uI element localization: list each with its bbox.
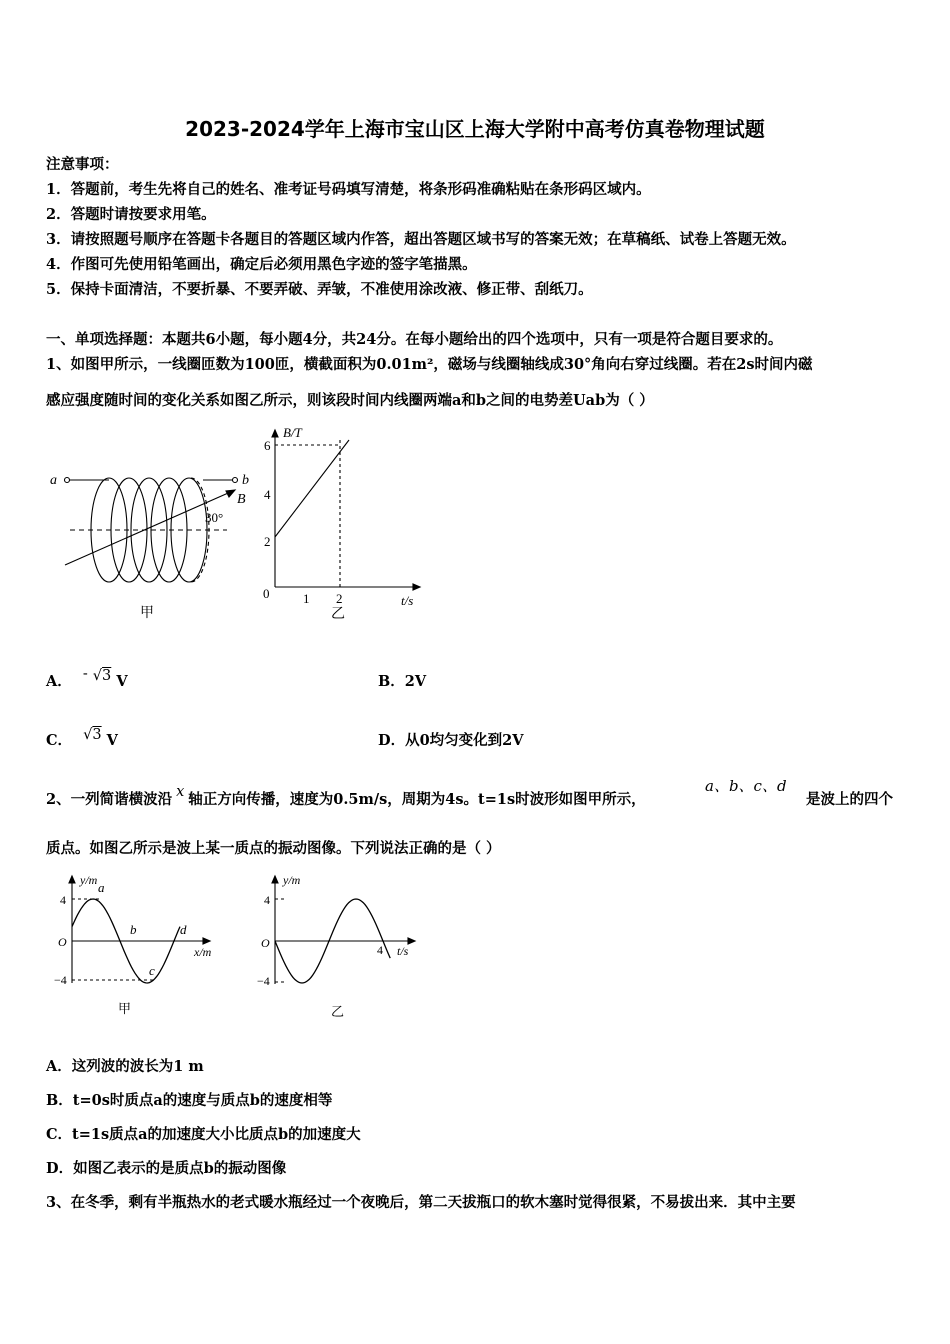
question-1-stem: 1、如图甲所示，一线圈匝数为100匝，横截面积为0.01m²，磁场与线圈轴线成30°角向右穿过线圈。若在2s时间内磁 — [46, 356, 813, 373]
option-unit: V — [116, 673, 128, 690]
radicand: 3 — [92, 727, 102, 743]
y-axis-label: y/m — [283, 873, 301, 887]
question-2-stem — [46, 784, 646, 809]
x-axis-label: t/s — [401, 593, 414, 608]
y-min-label: −4 — [257, 974, 270, 988]
option-d[interactable]: D．从0均匀变化到2V — [378, 732, 524, 749]
x-tick-label: 1 — [303, 591, 310, 606]
figure-label-yi: 乙 — [331, 1004, 345, 1019]
origin-label: O — [58, 935, 67, 949]
notice-item: 4．作图可先使用铅笔画出，确定后必须用黑色字迹的签字笔描黑。 — [46, 256, 477, 273]
radicand: 3 — [102, 668, 112, 684]
x-symbol: x — [176, 784, 185, 800]
figure-label-yi: 乙 — [331, 607, 345, 622]
option-letter: C． — [46, 732, 73, 749]
option-a[interactable]: A．这列波的波长为1 m — [46, 1058, 204, 1075]
question-2-stem: 是波上的四个 — [806, 791, 893, 808]
stem-text: 轴正方向传播，速度为0.5m/s，周期为4s。t=1s时波形如图甲所示， — [188, 791, 646, 808]
x-tick-label: 4 — [377, 943, 383, 957]
x-axis-label: x/m — [194, 945, 212, 959]
notice-item: 2．答题时请按要求用笔。 — [46, 206, 216, 223]
vibration-graph — [255, 868, 430, 1023]
points-symbols: a、b、c、d — [705, 777, 787, 795]
origin-label: 0 — [263, 586, 270, 601]
coil-figure — [45, 440, 260, 625]
field-b-label: B — [237, 492, 246, 507]
angle-label: 30° — [205, 510, 224, 525]
option-b[interactable]: B．t=0s时质点a的速度与质点b的速度相等 — [46, 1092, 333, 1109]
x-tick-label: 2 — [336, 591, 343, 606]
point-a-label: a — [98, 880, 105, 895]
terminal-a-label: a — [50, 473, 57, 488]
sqrt-icon: √ — [83, 727, 93, 743]
origin-label: O — [261, 936, 270, 950]
stem-text: 2、一列简谐横波沿 — [46, 791, 173, 808]
x-axis-label: t/s — [397, 944, 409, 958]
question-3-stem: 3、在冬季，剩有半瓶热水的老式暖水瓶经过一个夜晚后，第二天拔瓶口的软木塞时觉得很紧，不易拔出来．其中主要 — [46, 1194, 796, 1211]
option-unit: V — [106, 732, 118, 749]
y-axis-label: y/m — [80, 873, 98, 887]
y-max-label: 4 — [60, 893, 66, 907]
y-max-label: 4 — [264, 893, 270, 907]
option-b[interactable]: B．2V — [378, 673, 427, 690]
y-tick-label: 2 — [264, 534, 271, 549]
bt-graph — [255, 420, 430, 625]
y-min-label: −4 — [54, 973, 67, 987]
option-letter: A． — [46, 673, 72, 690]
page-title: 2023-2024学年上海市宝山区上海大学附中高考仿真卷物理试题 — [185, 117, 765, 141]
notice-item: 3．请按照题号顺序在答题卡各题目的答题区域内作答，超出答题区域书写的答案无效；在草稿纸、试卷上答题无效。 — [46, 231, 796, 248]
point-b-label: b — [130, 922, 137, 937]
section-heading: 一、单项选择题：本题共6小题，每小题4分，共24分。在每小题给出的四个选项中，只有一项是符合题目要求的。 — [46, 331, 783, 348]
y-axis-label: B/T — [283, 425, 302, 440]
point-d-label: d — [180, 922, 187, 937]
question-2-stem: 质点。如图乙所示是波上某一质点的振动图像。下列说法正确的是（ ） — [46, 840, 501, 857]
option-c[interactable]: C．t=1s质点a的加速度大小比质点b的加速度大 — [46, 1126, 361, 1143]
bt-line — [275, 440, 349, 537]
y-tick-label: 6 — [264, 438, 271, 453]
notice-item: 5．保持卡面清洁，不要折暴、不要弄破、弄皱，不准使用涂改液、修正带、刮纸刀。 — [46, 281, 593, 298]
wave-graph — [50, 868, 230, 1018]
point-c-label: c — [149, 963, 155, 978]
question-1-stem: 感应强度随时间的变化关系如图乙所示，则该段时间内线圈两端a和b之间的电势差Uab为（ ） — [46, 392, 654, 409]
option-a[interactable] — [46, 666, 128, 691]
y-tick-label: 4 — [264, 487, 271, 502]
option-c[interactable] — [46, 729, 118, 750]
figure-label-jia: 甲 — [118, 1001, 132, 1016]
terminal-b-label: b — [242, 473, 249, 488]
minus-sign: - — [82, 666, 88, 682]
notice-heading: 注意事项： — [46, 156, 119, 173]
option-d[interactable]: D．如图乙表示的是质点b的振动图像 — [46, 1160, 287, 1177]
sqrt-icon: √ — [92, 668, 103, 684]
notice-item: 1．答题前，考生先将自己的姓名、准考证号码填写清楚，将条形码准确粘贴在条形码区域内。 — [46, 181, 651, 198]
figure-label-jia: 甲 — [140, 606, 154, 621]
